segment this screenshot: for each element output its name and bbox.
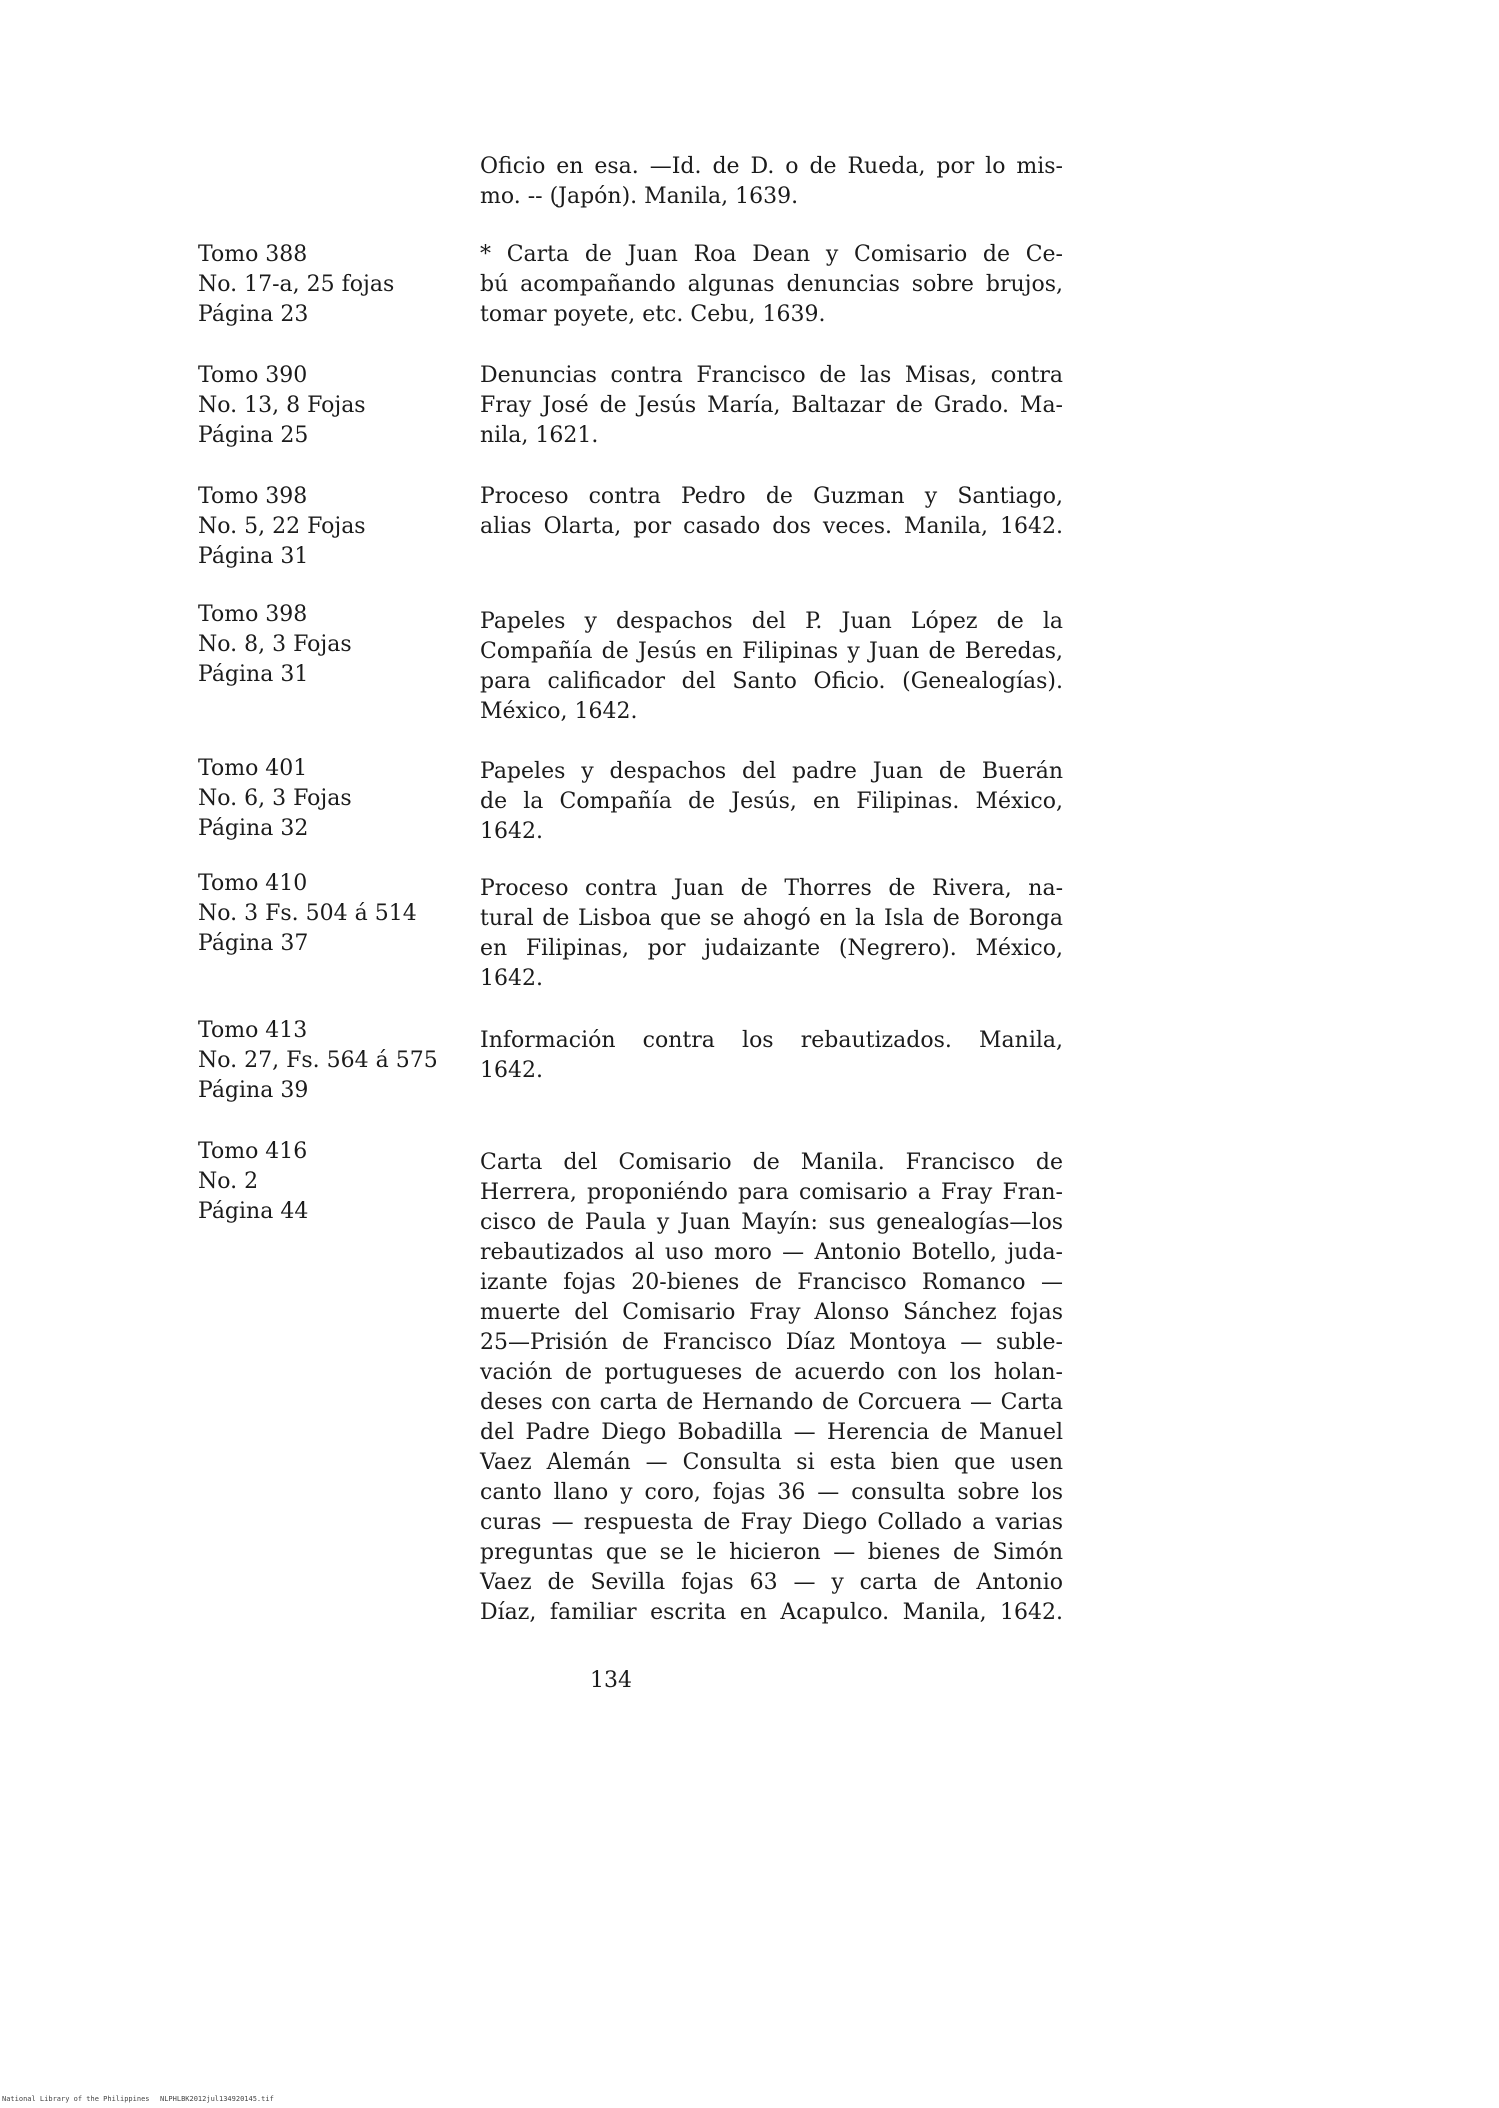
entry-desc-line: Vaez Alemán — Consulta si esta bien que usen <box>480 1450 1063 1475</box>
entry-desc-line: Díaz, familiar escrita en Acapulco. Manila, 1642. <box>480 1600 1063 1625</box>
entry-desc-line: México, 1642. <box>480 699 638 724</box>
entry-ref-line: Página 31 <box>198 544 309 569</box>
entry-ref-line: Tomo 388 <box>198 242 308 267</box>
entry-desc-line: preguntas que se le hicieron — bienes de Simón <box>480 1540 1063 1565</box>
entry-desc-line: muerte del Comisario Fray Alonso Sánchez fojas <box>480 1300 1063 1325</box>
entry-ref-line: No. 5, 22 Fojas <box>198 514 366 539</box>
entry-ref-line: Página 23 <box>198 302 309 327</box>
entry-desc-line: 1642. <box>480 1058 543 1083</box>
entry-ref-line: No. 8, 3 Fojas <box>198 632 352 657</box>
entry-desc-line: Denuncias contra Francisco de las Misas, contra <box>480 363 1063 388</box>
entry-desc-line: vación de portugueses de acuerdo con los holan- <box>480 1360 1063 1385</box>
entry-desc-line: curas — respuesta de Fray Diego Collado a varias <box>480 1510 1063 1535</box>
entry-ref-line: Página 32 <box>198 816 309 841</box>
entry-ref-line: No. 13, 8 Fojas <box>198 393 366 418</box>
entry-desc-line: * Carta de Juan Roa Dean y Comisario de Ce- <box>480 242 1063 267</box>
page-number: 134 <box>590 1668 632 1693</box>
entry-ref-line: Página 39 <box>198 1078 309 1103</box>
entry-desc-line: tural de Lisboa que se ahogó en la Isla de Boronga <box>480 906 1063 931</box>
entry-desc-line: del Padre Diego Bobadilla — Herencia de Manuel <box>480 1420 1063 1445</box>
entry-ref-line: Página 37 <box>198 931 309 956</box>
intro-line: mo. -- (Japón). Manila, 1639. <box>480 184 799 209</box>
entry-ref-line: Tomo 416 <box>198 1139 308 1164</box>
entry-desc-line: de la Compañía de Jesús, en Filipinas. México, <box>480 789 1063 814</box>
entry-desc-line: Herrera, proponiéndo para comisario a Fray Fran- <box>480 1180 1063 1205</box>
entry-ref-line: No. 27, Fs. 564 á 575 <box>198 1048 438 1073</box>
entry-desc-line: Fray José de Jesús María, Baltazar de Grado. Ma- <box>480 393 1063 418</box>
entry-ref-line: Tomo 398 <box>198 484 308 509</box>
entry-desc-line: deses con carta de Hernando de Corcuera — Carta <box>480 1390 1063 1415</box>
entry-desc-line: rebautizados al uso moro — Antonio Botello, juda- <box>480 1240 1063 1265</box>
entry-ref-line: Tomo 413 <box>198 1018 308 1043</box>
footer-library-label: National Library of the Philippines <box>2 2095 150 2103</box>
entry-ref-line: No. 17-a, 25 fojas <box>198 272 395 297</box>
entry-desc-line: Carta del Comisario de Manila. Francisco de <box>480 1150 1063 1175</box>
entry-desc-line: Compañía de Jesús en Filipinas y Juan de Beredas, <box>480 639 1063 664</box>
entry-ref-line: Tomo 410 <box>198 871 308 896</box>
entry-ref-line: Página 44 <box>198 1199 309 1224</box>
entry-ref-line: No. 2 <box>198 1169 259 1194</box>
entry-desc-line: Proceso contra Juan de Thorres de Rivera, na- <box>480 876 1063 901</box>
entry-desc-line: 1642. <box>480 966 543 991</box>
entry-ref-line: Página 31 <box>198 662 309 687</box>
entry-desc-line: alias Olarta, por casado dos veces. Manila, 1642. <box>480 514 1063 539</box>
entry-desc-line: tomar poyete, etc. Cebu, 1639. <box>480 302 826 327</box>
entry-desc-line: cisco de Paula y Juan Mayín: sus genealogías—los <box>480 1210 1063 1235</box>
entry-desc-line: Papeles y despachos del P. Juan López de la <box>480 609 1063 634</box>
entry-desc-line: 25—Prisión de Francisco Díaz Montoya — suble- <box>480 1330 1063 1355</box>
entry-desc-line: canto llano y coro, fojas 36 — consulta sobre los <box>480 1480 1063 1505</box>
entry-desc-line: en Filipinas, por judaizante (Negrero). México, <box>480 936 1063 961</box>
entry-desc-line: Papeles y despachos del padre Juan de Buerán <box>480 759 1063 784</box>
entry-desc-line: bú acompañando algunas denuncias sobre brujos, <box>480 272 1063 297</box>
entry-ref-line: Tomo 398 <box>198 602 308 627</box>
entry-ref-line: No. 6, 3 Fojas <box>198 786 352 811</box>
entry-ref-line: Tomo 401 <box>198 756 308 781</box>
footer-file-label: NLPHLBK2012jul134920145.tif <box>160 2095 274 2103</box>
entry-desc-line: Vaez de Sevilla fojas 63 — y carta de Antonio <box>480 1570 1063 1595</box>
entry-desc-line: Información contra los rebautizados. Manila, <box>480 1028 1063 1053</box>
entry-desc-line: izante fojas 20-bienes de Francisco Romanco — <box>480 1270 1063 1295</box>
entry-desc-line: Proceso contra Pedro de Guzman y Santiago, <box>480 484 1063 509</box>
entry-ref-line: No. 3 Fs. 504 á 514 <box>198 901 417 926</box>
entry-ref-line: Tomo 390 <box>198 363 308 388</box>
entry-desc-line: para calificador del Santo Oficio. (Genealogías). <box>480 669 1063 694</box>
entry-desc-line: 1642. <box>480 819 543 844</box>
intro-line: Oficio en esa. —Id. de D. o de Rueda, por lo mis- <box>480 154 1063 179</box>
entry-ref-line: Página 25 <box>198 423 309 448</box>
entry-desc-line: nila, 1621. <box>480 423 599 448</box>
